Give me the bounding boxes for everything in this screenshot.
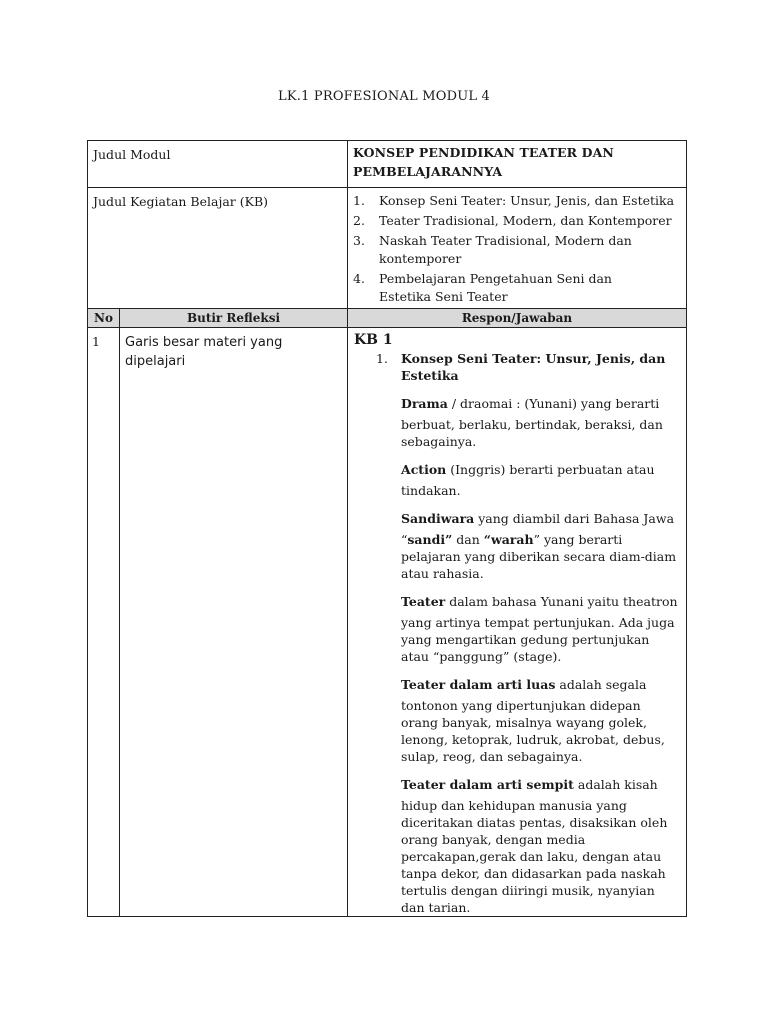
row-judul-kb xyxy=(88,188,687,309)
judul-kb-label: Judul Kegiatan Belajar (KB) xyxy=(93,194,269,209)
paragraph-drama: Drama / draomai : (Yunani) yang berarti berbuat, berlaku, bertindak, beraksi, dan sebagainya. xyxy=(401,396,663,449)
respon-cell xyxy=(348,328,687,917)
document-title: LK.1 PROFESIONAL MODUL 4 xyxy=(278,89,490,104)
paragraph-sandiwara: Sandiwara yang diambil dari Bahasa Jawa “sandi” dan “warah” yang berarti pelajaran yang diberikan secara diam-diam atau rahasia. xyxy=(401,511,677,581)
table-row xyxy=(88,328,687,917)
kb-heading: KB 1 xyxy=(354,332,393,348)
kb-list-item: 2. Teater Tradisional, Modern, dan Kontemporer xyxy=(353,213,672,228)
paragraph-teater-arti-luas: Teater dalam arti luas adalah segala tontonon yang dipertunjukan didepan orang banyak, misalnya wayang golek, lenong, ketoprak, ludruk, akrobat, debus, sulap, reog, dan sebagainya. xyxy=(401,677,665,764)
judul-kb-list-cell xyxy=(348,188,687,309)
judul-modul-label-cell xyxy=(88,141,348,188)
paragraph-action: Action (Inggris) berarti perbuatan atau tindakan. xyxy=(401,462,655,498)
kb-list xyxy=(353,192,681,306)
header-no: No xyxy=(88,309,120,328)
worksheet-table xyxy=(87,140,687,917)
kb-list-item: 4. Pembelajaran Pengetahuan Seni dan Estetika Seni Teater xyxy=(353,271,612,304)
paragraph-teater: Teater dalam bahasa Yunani yaitu theatron yang artinya tempat pertunjukan. Ada juga yang mengartikan gedung pertunjukan atau “panggung” (stage). xyxy=(401,594,678,664)
butir-cell xyxy=(120,328,348,917)
kb-list-item: 1. Konsep Seni Teater: Unsur, Jenis, dan Estetika xyxy=(353,193,675,208)
judul-modul-label: Judul Modul xyxy=(93,147,171,162)
header-respon-jawaban: Respon/Jawaban xyxy=(348,309,687,328)
butir-text: Garis besar materi yang dipelajari xyxy=(125,335,283,369)
kb-list-item: 3. Naskah Teater Tradisional, Modern dan kontemporer xyxy=(353,233,632,266)
judul-modul-value-line2: PEMBELAJARANNYA xyxy=(353,164,503,179)
judul-modul-value-line1: KONSEP PENDIDIKAN TEATER DAN xyxy=(353,145,614,160)
row-judul-modul xyxy=(88,141,687,188)
paragraph-teater-arti-sempit: Teater dalam arti sempit adalah kisah hidup dan kehidupan manusia yang diceritakan diatas pentas, disaksikan oleh orang banyak, dengan media percakapan,gerak dan laku, dengan atau tanpa dekor, dan didasarkan pada naskah tertulis dengan diiringi musik, nyanyian dan tarian. xyxy=(401,777,668,915)
judul-modul-value-cell xyxy=(348,141,687,188)
header-butir-refleksi: Butir Refleksi xyxy=(120,309,348,328)
table-header-row xyxy=(88,309,687,328)
section-title: 1. Konsep Seni Teater: Unsur, Jenis, dan Estetika xyxy=(376,351,666,383)
judul-kb-label-cell xyxy=(88,188,348,309)
row-number-cell xyxy=(88,328,120,917)
row-number: 1 xyxy=(92,334,100,349)
